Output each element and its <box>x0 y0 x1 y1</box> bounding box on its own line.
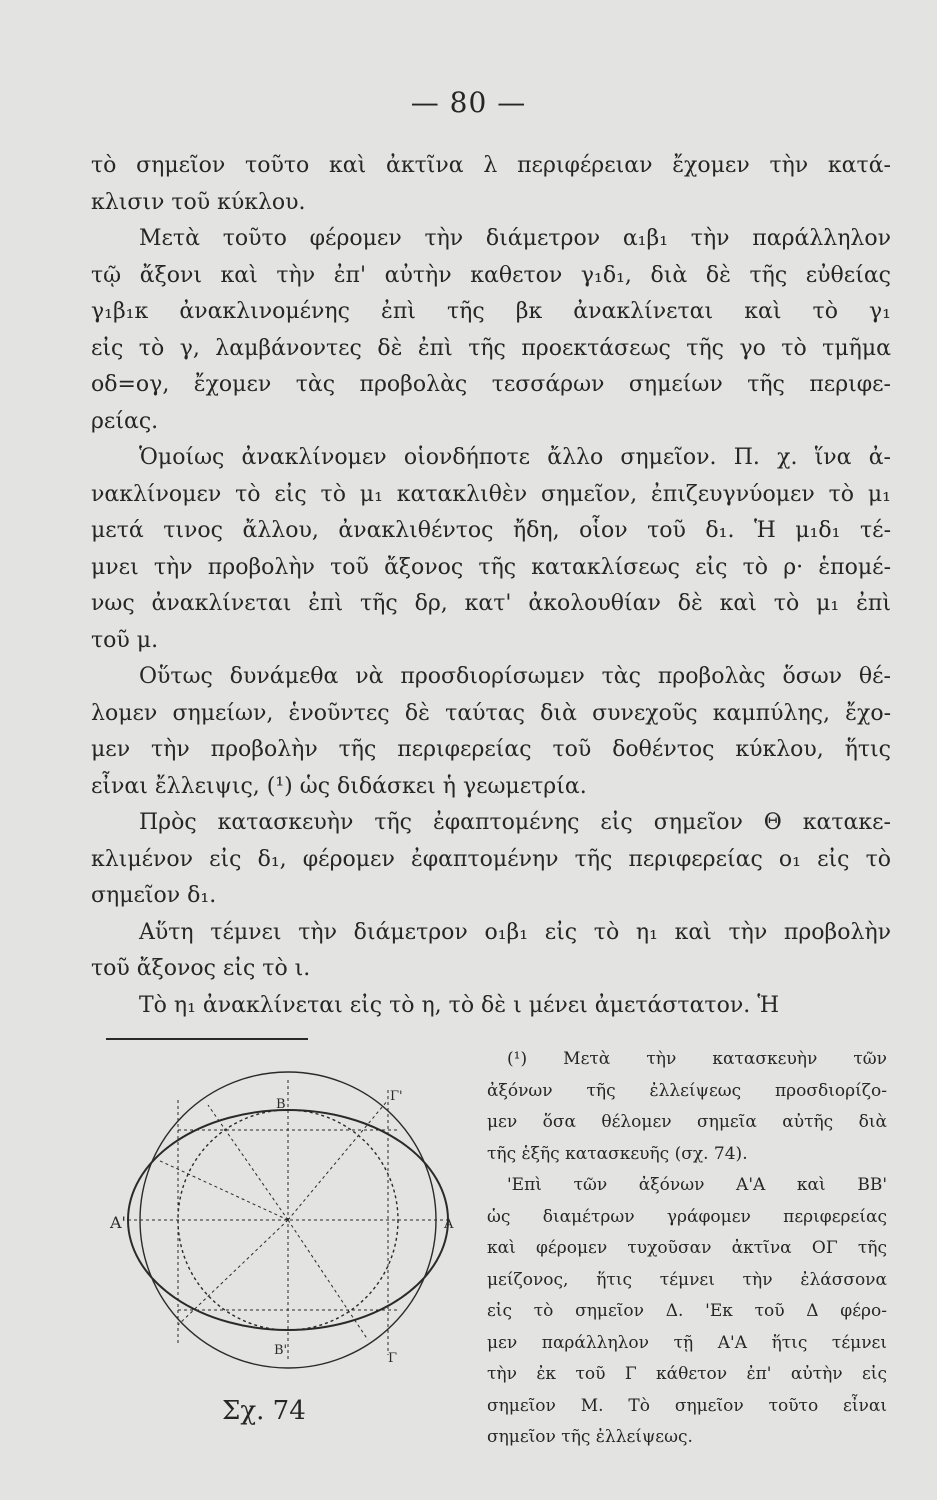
text-line: σημεῖον δ₁. <box>91 883 217 908</box>
text-line: Οὕτως δυνάμεθα νὰ προσδιορίσωμεν τὰς προβολὰς ὅσων θέ- <box>139 664 891 689</box>
text-line: γ₁β₁κ ἀνακλινομένης ἐπὶ τῆς βκ ἀνακλίνεται καὶ τὸ γ₁ <box>91 299 891 324</box>
text-line: ρείας. <box>91 408 159 434</box>
text-line: εἰς τὸ γ, λαμβάνοντες δὲ ἐπὶ τῆς προεκτάσεως τῆς γο τὸ τμῆμα <box>91 335 891 361</box>
figure-caption: Σχ. 74 <box>222 1396 306 1426</box>
text-line: Τὸ η₁ ἀνακλίνεται εἰς τὸ η, τὸ δὲ ι μένει ἀμετάστατον. Ἡ <box>139 992 780 1018</box>
text-line: λομεν σημείων, ἑνοῦντες δὲ ταύτας διὰ συνεχοῦς καμπύλης, ἔχο- <box>91 700 891 726</box>
label-g: Γ' <box>390 1089 403 1104</box>
footnote-line: ὡς διαμέτρων γράφομεν περιφερείας <box>487 1206 887 1227</box>
text-line: εἶναι ἔλλειψις, (¹) ὡς διδάσκει ἡ γεωμετρία. <box>91 773 587 799</box>
paragraph <box>91 221 891 440</box>
label-b: B <box>276 1097 286 1112</box>
ellipse-construction-diagram <box>98 1070 478 1370</box>
text-line: Πρὸς κατασκευὴν τῆς ἐφαπτομένης εἰς σημεῖον Θ κατακε- <box>139 810 891 835</box>
text-line: τῷ ἄξονι καὶ τὴν ἐπ' αὐτὴν καθετον γ₁δ₁, διὰ δὲ τῆς εὐθείας <box>91 262 891 288</box>
main-text <box>91 148 891 1024</box>
footnote-line: καὶ φέρομεν τυχοῦσαν ἀκτῖνα ΟΓ τῆς <box>487 1238 887 1258</box>
text-line: νακλίνομεν τὸ εἰς τὸ μ₁ κατακλιθὲν σημεῖον, ἐπιζευγνύομεν τὸ μ₁ <box>91 481 891 507</box>
label-gamma: Γ <box>388 1351 398 1366</box>
text-line: τοῦ μ. <box>91 627 159 653</box>
text-line: Αὕτη τέμνει τὴν διάμετρον ο₁β₁ εἰς τὸ η₁ καὶ τὴν προβολὴν <box>139 919 891 945</box>
footnote-line: μεν ὅσα θέλομεν σημεῖα αὐτῆς διὰ <box>487 1112 887 1132</box>
text-line: νως ἀνακλίνεται ἐπὶ τῆς δρ, κατ' ἀκολουθίαν δὲ καὶ τὸ μ₁ ἐπὶ <box>91 591 891 616</box>
radius-2 <box>208 1105 288 1220</box>
page-number: — 80 — <box>410 86 527 119</box>
text-line: τοῦ ἄξονος εἰς τὸ ι. <box>91 956 311 981</box>
footnote-line: μεν παράλληλον τῇ Α'Α ἥτις τέμνει <box>487 1332 887 1353</box>
footnote-separator <box>106 1038 308 1040</box>
footnote-line: (¹) Μετὰ τὴν κατασκευὴν τῶν <box>507 1049 887 1069</box>
paragraph <box>91 148 891 221</box>
footnote-line: εἰς τὸ σημεῖον Δ. 'Εκ τοῦ Δ φέρο- <box>487 1301 887 1321</box>
label-b-prime: B' <box>274 1343 288 1358</box>
text-line: μετά τινος ἄλλου, ἀνακλιθέντος ἤδη, οἷον τοῦ δ₁. Ἡ μ₁δ₁ τέ- <box>91 518 891 543</box>
footnote-line: τὴν ἐκ τοῦ Γ κάθετον ἐπ' αὐτὴν εἰς <box>487 1364 887 1384</box>
radius-4 <box>288 1220 368 1340</box>
footnote-line: μείζονος, ἥτις τέμνει τὴν ἐλάσσονα <box>487 1269 887 1290</box>
text-line: κλισιν τοῦ κύκλου. <box>91 189 306 215</box>
footnote-line: σημεῖον Μ. Τὸ σημεῖον τοῦτο εἶναι <box>487 1395 887 1416</box>
figure-74 <box>98 1070 478 1370</box>
text-line: μεν τὴν προβολὴν τῆς περιφερείας τοῦ δοθέντος κύκλου, ἥτις <box>91 737 891 762</box>
text-line: κλιμένον εἰς δ₁, φέρομεν ἐφαπτομένην τῆς περιφερείας ο₁ εἰς τὸ <box>91 846 891 872</box>
footnote <box>487 1044 887 1454</box>
footnote-line: 'Επὶ τῶν ἀξόνων Α'Α καὶ ΒΒ' <box>507 1175 887 1195</box>
paragraph <box>91 440 891 659</box>
radius-og <box>288 1100 388 1220</box>
footnote-line: σημεῖον τῆς ἐλλείψεως. <box>487 1427 693 1447</box>
text-line: Ὁμοίως ἀνακλίνομεν οἱονδήποτε ἄλλο σημεῖον. Π. χ. ἵνα ἀ- <box>139 445 891 470</box>
text-line: οδ=ογ, ἔχομεν τὰς προβολὰς τεσσάρων σημείων τῆς περιφε- <box>91 372 891 397</box>
footnote-line: τῆς ἑξῆς κατασκευῆς (σχ. 74). <box>487 1143 748 1164</box>
paragraph <box>91 805 891 915</box>
paragraph <box>91 915 891 988</box>
label-a-prime: A' <box>110 1213 126 1232</box>
paragraph <box>91 988 891 1025</box>
paragraph <box>91 659 891 805</box>
text-line: μνει τὴν προβολὴν τοῦ ἄξονος τῆς κατακλίσεως εἰς τὸ ρ· ἑπομέ- <box>91 554 891 580</box>
footnote-line: ἀξόνων τῆς ἐλλείψεως προσδιορίζο- <box>487 1080 887 1101</box>
text-line: τὸ σημεῖον τοῦτο καὶ ἀκτῖνα λ περιφέρειαν ἔχομεν τὴν κατά- <box>91 153 891 178</box>
text-line: Μετὰ τοῦτο φέρομεν τὴν διάμετρον α₁β₁ τὴν παράλληλον <box>139 226 891 251</box>
label-a: A <box>444 1217 454 1232</box>
